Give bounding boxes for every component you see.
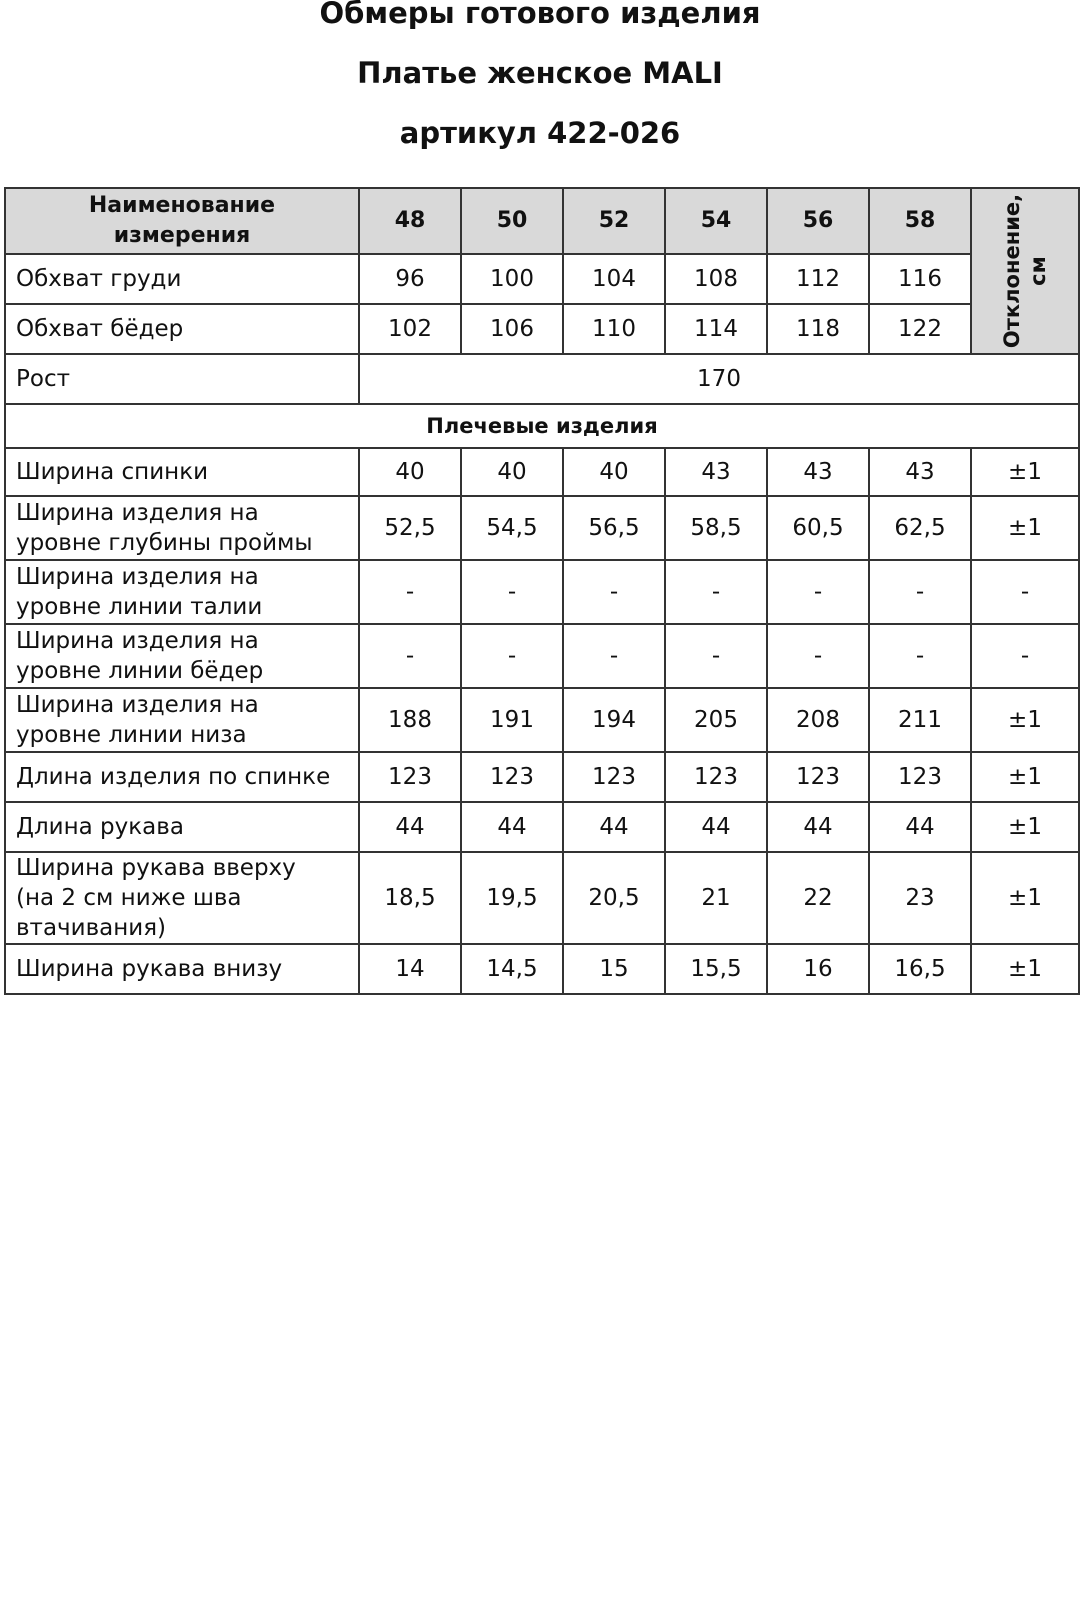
header-measurement-name [5, 188, 359, 254]
measurements-table [4, 187, 1080, 995]
row-name-line: Ширина изделия на [16, 692, 259, 718]
cell-value: 60,5 [767, 496, 869, 560]
cell-value: 106 [461, 304, 563, 354]
row-name-line: Ширина рукава внизу [16, 956, 283, 982]
row-name-line: Длина изделия по спинке [16, 764, 331, 790]
cell-value: 14,5 [461, 944, 563, 994]
header-size: 56 [767, 188, 869, 254]
row-name [5, 448, 359, 496]
cell-value: 123 [461, 752, 563, 802]
cell-value: 15,5 [665, 944, 767, 994]
cell-value: 23 [869, 852, 971, 944]
row-name [5, 944, 359, 994]
header-size: 50 [461, 188, 563, 254]
row-name-line: уровне линии бёдер [16, 658, 264, 684]
row-name [5, 624, 359, 688]
row-name: Рост [5, 354, 359, 404]
table-row [5, 254, 1079, 304]
cell-value: 15 [563, 944, 665, 994]
table-row [5, 448, 1079, 496]
title-product: Платье женское MALI [357, 56, 723, 90]
table-row [5, 944, 1079, 994]
row-name: Обхват бёдер [5, 304, 359, 354]
cell-value: - [767, 624, 869, 688]
cell-value: 43 [767, 448, 869, 496]
cell-value: 21 [665, 852, 767, 944]
title-measurements: Обмеры готового изделия [319, 0, 761, 30]
header-size: 58 [869, 188, 971, 254]
cell-value: 123 [869, 752, 971, 802]
cell-value: 123 [359, 752, 461, 802]
header-size: 54 [665, 188, 767, 254]
cell-value: 40 [563, 448, 665, 496]
cell-value: - [563, 624, 665, 688]
cell-value: 44 [563, 802, 665, 852]
section-row [5, 404, 1079, 448]
cell-value: 44 [665, 802, 767, 852]
height-value: 170 [359, 354, 1079, 404]
cell-value: - [359, 624, 461, 688]
cell-value: 19,5 [461, 852, 563, 944]
row-name [5, 802, 359, 852]
cell-deviation: ±1 [971, 496, 1079, 560]
deviation-line1: Отклонение, [1000, 193, 1024, 349]
cell-deviation: ±1 [971, 802, 1079, 852]
table-row [5, 752, 1079, 802]
cell-value: 58,5 [665, 496, 767, 560]
header-deviation-label [999, 194, 1051, 348]
cell-deviation: - [971, 624, 1079, 688]
cell-value: 208 [767, 688, 869, 752]
row-name [5, 688, 359, 752]
cell-deviation: ±1 [971, 944, 1079, 994]
table-row [5, 852, 1079, 944]
row-name [5, 496, 359, 560]
cell-value: 118 [767, 304, 869, 354]
row-name-line: уровне глубины проймы [16, 530, 313, 556]
cell-value: 43 [869, 448, 971, 496]
row-name-line: Ширина спинки [16, 459, 209, 485]
cell-value: 108 [665, 254, 767, 304]
row-name-line: уровне линии талии [16, 594, 263, 620]
cell-value: 16 [767, 944, 869, 994]
cell-value: 100 [461, 254, 563, 304]
header-name-line2: измерения [113, 223, 251, 248]
cell-value: - [869, 624, 971, 688]
deviation-line2: см [1026, 256, 1050, 286]
row-name-line: втачивания) [16, 915, 167, 941]
cell-value: - [563, 560, 665, 624]
cell-value: 44 [869, 802, 971, 852]
title-article: артикул 422-026 [399, 116, 681, 150]
row-name: Обхват груди [5, 254, 359, 304]
cell-value: 110 [563, 304, 665, 354]
row-name-line: (на 2 см ниже шва [16, 885, 242, 911]
cell-value: - [665, 560, 767, 624]
cell-value: 114 [665, 304, 767, 354]
cell-value: 40 [359, 448, 461, 496]
cell-deviation: - [971, 560, 1079, 624]
cell-value: 44 [767, 802, 869, 852]
row-name-line: уровне линии низа [16, 722, 247, 748]
cell-value: 44 [461, 802, 563, 852]
cell-value: - [359, 560, 461, 624]
cell-value: 123 [767, 752, 869, 802]
cell-value: 116 [869, 254, 971, 304]
row-name-line: Длина рукава [16, 814, 184, 840]
cell-value: 62,5 [869, 496, 971, 560]
table-row [5, 624, 1079, 688]
cell-value: 40 [461, 448, 563, 496]
row-name-line: Ширина изделия на [16, 628, 259, 654]
cell-value: 205 [665, 688, 767, 752]
header-deviation [971, 188, 1079, 354]
cell-value: 16,5 [869, 944, 971, 994]
row-name-line: Ширина изделия на [16, 564, 259, 590]
section-title: Плечевые изделия [5, 404, 1079, 448]
cell-value: - [665, 624, 767, 688]
cell-deviation: ±1 [971, 448, 1079, 496]
cell-value: - [461, 624, 563, 688]
header-size: 48 [359, 188, 461, 254]
cell-value: 123 [563, 752, 665, 802]
cell-value: 122 [869, 304, 971, 354]
table-row [5, 802, 1079, 852]
row-name [5, 852, 359, 944]
cell-value: 194 [563, 688, 665, 752]
cell-value: 211 [869, 688, 971, 752]
cell-value: - [461, 560, 563, 624]
cell-value: - [869, 560, 971, 624]
table-row [5, 688, 1079, 752]
cell-value: 102 [359, 304, 461, 354]
table-row [5, 304, 1079, 354]
height-row [5, 354, 1079, 404]
cell-deviation: ±1 [971, 688, 1079, 752]
table-row [5, 496, 1079, 560]
cell-value: 18,5 [359, 852, 461, 944]
cell-value: 52,5 [359, 496, 461, 560]
header-size: 52 [563, 188, 665, 254]
cell-value: 43 [665, 448, 767, 496]
cell-value: 20,5 [563, 852, 665, 944]
cell-value: - [767, 560, 869, 624]
cell-value: 104 [563, 254, 665, 304]
cell-deviation: ±1 [971, 852, 1079, 944]
cell-deviation: ±1 [971, 752, 1079, 802]
row-name-line: Ширина изделия на [16, 500, 259, 526]
row-name-line: Ширина рукава вверху [16, 855, 296, 881]
cell-value: 44 [359, 802, 461, 852]
header-row [5, 188, 1079, 254]
row-name [5, 752, 359, 802]
cell-value: 56,5 [563, 496, 665, 560]
cell-value: 96 [359, 254, 461, 304]
cell-value: 191 [461, 688, 563, 752]
cell-value: 54,5 [461, 496, 563, 560]
cell-value: 22 [767, 852, 869, 944]
row-name [5, 560, 359, 624]
table-row [5, 560, 1079, 624]
cell-value: 188 [359, 688, 461, 752]
cell-value: 123 [665, 752, 767, 802]
header-name-line1: Наименование [88, 193, 276, 218]
cell-value: 14 [359, 944, 461, 994]
cell-value: 112 [767, 254, 869, 304]
